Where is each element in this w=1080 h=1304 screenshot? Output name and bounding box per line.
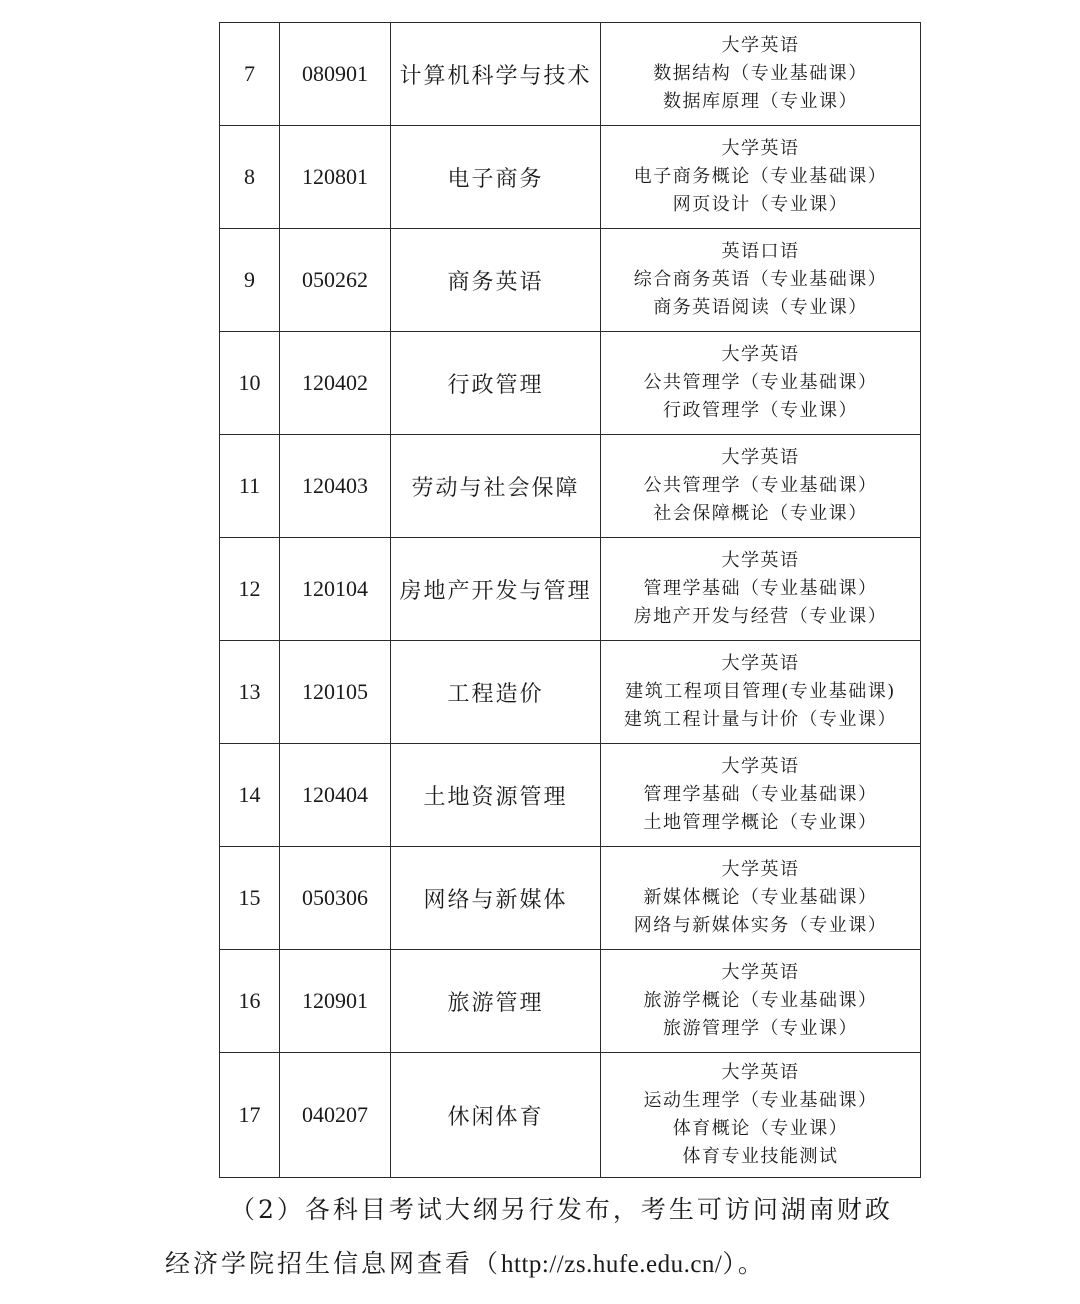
major-name: 土地资源管理: [391, 744, 601, 847]
row-number: 13: [220, 641, 280, 744]
subject-line: 公共管理学（专业基础课）: [643, 372, 878, 393]
major-code: 120105: [280, 641, 391, 744]
exam-subjects: [601, 435, 921, 538]
major-name: 休闲体育: [391, 1053, 601, 1178]
exam-subjects: [601, 229, 921, 332]
major-code: 120901: [280, 950, 391, 1053]
subject-line: 运动生理学（专业基础课）: [643, 1090, 878, 1111]
table-row: [220, 847, 921, 950]
row-number: 7: [220, 23, 280, 126]
subject-line: 新媒体概论（专业基础课）: [643, 887, 878, 908]
subject-line: 商务英语阅读（专业课）: [653, 297, 868, 318]
major-name: 电子商务: [391, 126, 601, 229]
table-row: [220, 23, 921, 126]
admissions-url-link[interactable]: http://zs.hufe.edu.cn/: [501, 1251, 723, 1278]
major-code: 050306: [280, 847, 391, 950]
subject-line: 大学英语: [721, 653, 800, 674]
major-code: 120403: [280, 435, 391, 538]
table-row: [220, 332, 921, 435]
major-code: 120404: [280, 744, 391, 847]
row-number: 14: [220, 744, 280, 847]
major-code: 120402: [280, 332, 391, 435]
table-row: [220, 538, 921, 641]
exam-subjects: [601, 847, 921, 950]
major-code: 120104: [280, 538, 391, 641]
subject-line: 管理学基础（专业基础课）: [643, 784, 878, 805]
subject-line: 大学英语: [721, 962, 800, 983]
row-number: 12: [220, 538, 280, 641]
exam-subjects: [601, 126, 921, 229]
subject-line: 大学英语: [721, 756, 800, 777]
subject-line: 大学英语: [721, 859, 800, 880]
subject-line: 社会保障概论（专业课）: [653, 503, 868, 524]
major-code: 040207: [280, 1053, 391, 1178]
row-number: 11: [220, 435, 280, 538]
note-line-2-prefix: 经济学院招生信息网查看（: [165, 1249, 502, 1278]
subject-line: 旅游管理学（专业课）: [663, 1018, 858, 1039]
subject-line: 数据库原理（专业课）: [663, 91, 858, 112]
note-line-2: [165, 1244, 925, 1280]
table-row: [220, 1053, 921, 1178]
subject-line: 体育概论（专业课）: [672, 1118, 849, 1139]
major-name: 劳动与社会保障: [391, 435, 601, 538]
note-line-2-suffix: ）。: [722, 1249, 766, 1278]
exam-subjects: [601, 332, 921, 435]
table-row: [220, 229, 921, 332]
subject-line: 大学英语: [721, 550, 800, 571]
note-line-1: （2）各科目考试大纲另行发布，考生可访问湖南财政: [230, 1195, 893, 1224]
table-row: [220, 950, 921, 1053]
exam-subjects: [601, 23, 921, 126]
subject-line: 英语口语: [721, 241, 800, 262]
subject-line: 公共管理学（专业基础课）: [643, 475, 878, 496]
row-number: 16: [220, 950, 280, 1053]
subject-line: 体育专业技能测试: [682, 1146, 839, 1167]
row-number: 8: [220, 126, 280, 229]
majors-table: [219, 22, 921, 1178]
majors-table-body: [220, 23, 921, 1178]
subject-line: 行政管理学（专业课）: [663, 400, 858, 421]
subject-line: 数据结构（专业基础课）: [653, 63, 868, 84]
table-row: [220, 744, 921, 847]
exam-subjects: [601, 1053, 921, 1178]
subject-line: 大学英语: [721, 1062, 800, 1083]
major-code: 080901: [280, 23, 391, 126]
exam-subjects: [601, 538, 921, 641]
major-name: 旅游管理: [391, 950, 601, 1053]
subject-line: 旅游学概论（专业基础课）: [643, 990, 878, 1011]
row-number: 15: [220, 847, 280, 950]
major-name: 工程造价: [391, 641, 601, 744]
subject-line: 管理学基础（专业基础课）: [643, 578, 878, 599]
exam-subjects: [601, 950, 921, 1053]
major-name: 计算机科学与技术: [391, 23, 601, 126]
subject-line: 大学英语: [721, 35, 800, 56]
table-row: [220, 126, 921, 229]
exam-subjects: [601, 641, 921, 744]
row-number: 9: [220, 229, 280, 332]
major-code: 120801: [280, 126, 391, 229]
row-number: 10: [220, 332, 280, 435]
subject-line: 房地产开发与经营（专业课）: [633, 606, 888, 627]
major-name: 商务英语: [391, 229, 601, 332]
major-code: 050262: [280, 229, 391, 332]
subject-line: 综合商务英语（专业基础课）: [633, 269, 888, 290]
major-name: 网络与新媒体: [391, 847, 601, 950]
table-row: [220, 435, 921, 538]
subject-line: 电子商务概论（专业基础课）: [633, 166, 888, 187]
row-number: 17: [220, 1053, 280, 1178]
subject-line: 网络与新媒体实务（专业课）: [633, 915, 888, 936]
subject-line: 大学英语: [721, 447, 800, 468]
subject-line: 土地管理学概论（专业课）: [643, 812, 878, 833]
table-row: [220, 641, 921, 744]
subject-line: 大学英语: [721, 344, 800, 365]
subject-line: 建筑工程计量与计价（专业课）: [624, 709, 897, 730]
major-name: 房地产开发与管理: [391, 538, 601, 641]
major-name: 行政管理: [391, 332, 601, 435]
exam-subjects: [601, 744, 921, 847]
subject-line: 网页设计（专业课）: [672, 194, 849, 215]
subject-line: 大学英语: [721, 138, 800, 159]
subject-line: 建筑工程项目管理(专业基础课): [625, 681, 896, 702]
